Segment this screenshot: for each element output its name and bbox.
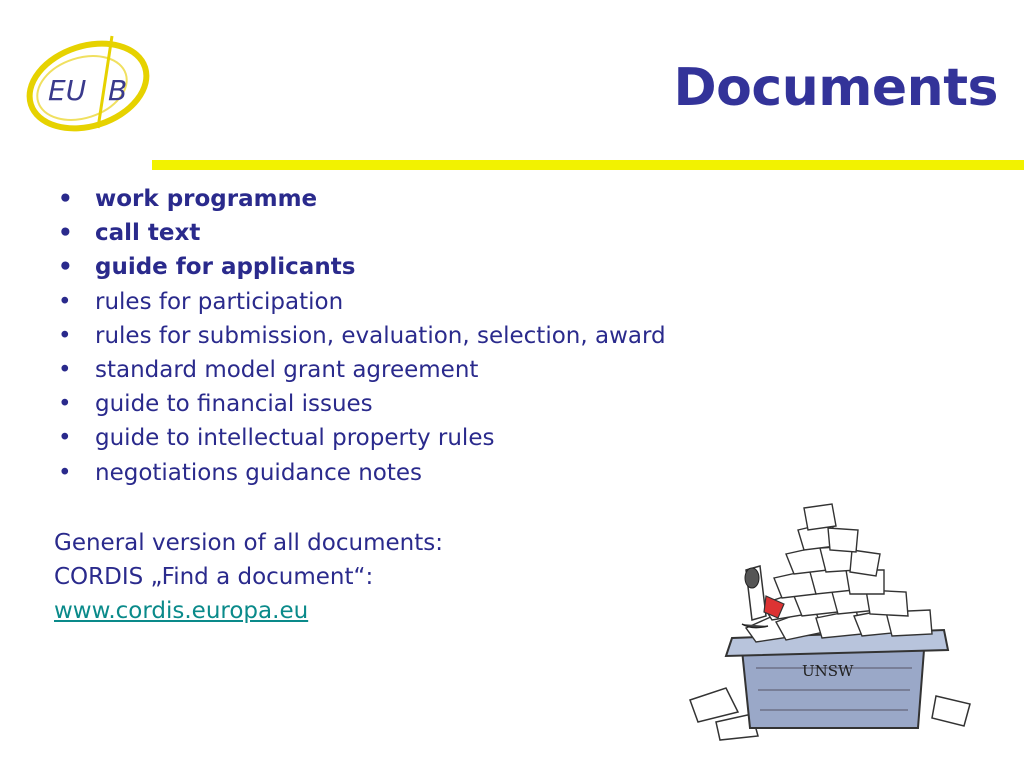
svg-text:B: B xyxy=(108,74,128,107)
list-item xyxy=(52,319,666,353)
svg-text:EU: EU xyxy=(48,74,87,107)
bullet-icon: • xyxy=(58,254,73,281)
list-item-label: call text xyxy=(95,220,201,247)
footer-text xyxy=(54,526,443,628)
paper-pile-illustration xyxy=(686,500,976,742)
bullet-icon: • xyxy=(58,186,73,212)
list-item-label: rules for participation xyxy=(95,288,344,315)
list-item-label: guide to financial issues xyxy=(95,391,373,418)
bullet-icon: • xyxy=(58,459,72,486)
list-item xyxy=(52,250,666,284)
list-item-label: negotiations guidance notes xyxy=(95,459,422,486)
list-item-label: guide to intellectual property rules xyxy=(95,425,495,452)
document-list xyxy=(52,182,666,490)
bullet-icon: • xyxy=(58,322,72,349)
list-item-label: rules for submission, evaluation, selection, award xyxy=(95,322,666,349)
desk-label: UNSW xyxy=(802,662,854,680)
cordis-link[interactable]: www.cordis.europa.eu xyxy=(54,598,309,624)
page-title: Documents xyxy=(673,58,998,118)
list-item-label: standard model grant agreement xyxy=(95,356,479,383)
list-item xyxy=(52,387,666,421)
eub-logo xyxy=(20,28,160,138)
list-item xyxy=(52,456,666,490)
list-item-label: work programme xyxy=(95,186,318,212)
bullet-icon: • xyxy=(58,425,72,452)
list-item xyxy=(52,285,666,319)
title-underline xyxy=(152,160,1024,170)
list-item xyxy=(52,216,666,250)
list-item xyxy=(52,182,666,216)
bullet-icon: • xyxy=(58,391,72,418)
list-item xyxy=(52,353,666,387)
general-version-label: General version of all documents: xyxy=(54,530,443,556)
bullet-icon: • xyxy=(58,288,72,315)
list-item-label: guide for applicants xyxy=(95,254,356,281)
list-item xyxy=(52,421,666,455)
bullet-icon: • xyxy=(58,220,73,247)
cordis-label: CORDIS „Find a document“: xyxy=(54,564,374,590)
bullet-icon: • xyxy=(58,356,72,383)
